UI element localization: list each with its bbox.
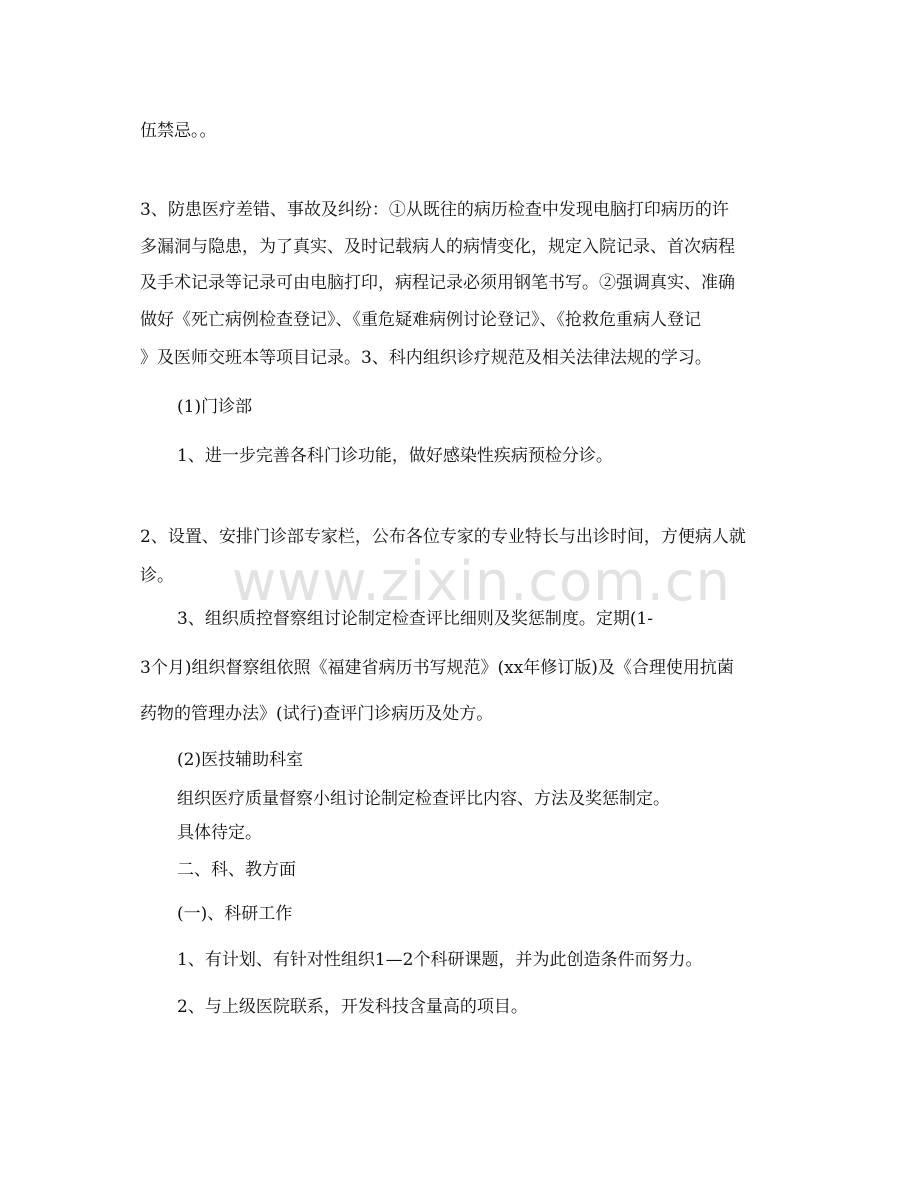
paragraph-line: 3个月)组织督察组依照《福建省病历书写规范》(xx年修订版)及《合理使用抗菌 (140, 658, 734, 678)
section-heading: (1)门诊部 (177, 397, 253, 417)
section-heading: (2)医技辅助科室 (177, 750, 304, 770)
paragraph-line: 药物的管理办法》(试行)查评门诊病历及处方。 (140, 704, 494, 724)
paragraph-line: 1、有计划、有针对性组织1—2个科研课题，并为此创造条件而努力。 (177, 950, 703, 970)
paragraph-line: 诊。 (140, 566, 174, 586)
section-heading: (一)、科研工作 (177, 904, 293, 924)
paragraph-line: 1、进一步完善各科门诊功能，做好感染性疾病预检分诊。 (177, 446, 613, 466)
paragraph-line: 2、设置、安排门诊部专家栏，公布各位专家的专业特长与出诊时间，方便病人就 (140, 527, 746, 547)
paragraph-line: 具体待定。 (177, 823, 262, 843)
paragraph-line: 多漏洞与隐患，为了真实、及时记载病人的病情变化，规定入院记录、首次病程 (140, 237, 735, 257)
paragraph-line: 3、防患医疗差错、事故及纠纷：①从既往的病历检查中发现电脑打印病历的许 (140, 200, 729, 220)
paragraph-line: 伍禁忌。。 (140, 121, 217, 141)
paragraph-line: 做好《死亡病例检查登记》、《重危疑难病例讨论登记》、《抢救危重病人登记 (140, 310, 701, 330)
paragraph-line: 组织医疗质量督察小组讨论制定检查评比内容、方法及奖惩制定。 (177, 789, 670, 809)
paragraph-line: 》及医师交班本等项目记录。3、科内组织诊疗规范及相关法律法规的学习。 (140, 348, 712, 368)
watermark: www.zixin.com.cn (232, 550, 731, 613)
paragraph-line: 3、组织质控督察组讨论制定检查评比细则及奖惩制度。定期(1- (177, 609, 654, 629)
section-heading: 二、科、教方面 (177, 860, 296, 880)
paragraph-line: 及手术记录等记录可由电脑打印，病程记录必须用钢笔书写。②强调真实、准确 (140, 273, 735, 293)
paragraph-line: 2、与上级医院联系，开发科技含量高的项目。 (177, 997, 528, 1017)
